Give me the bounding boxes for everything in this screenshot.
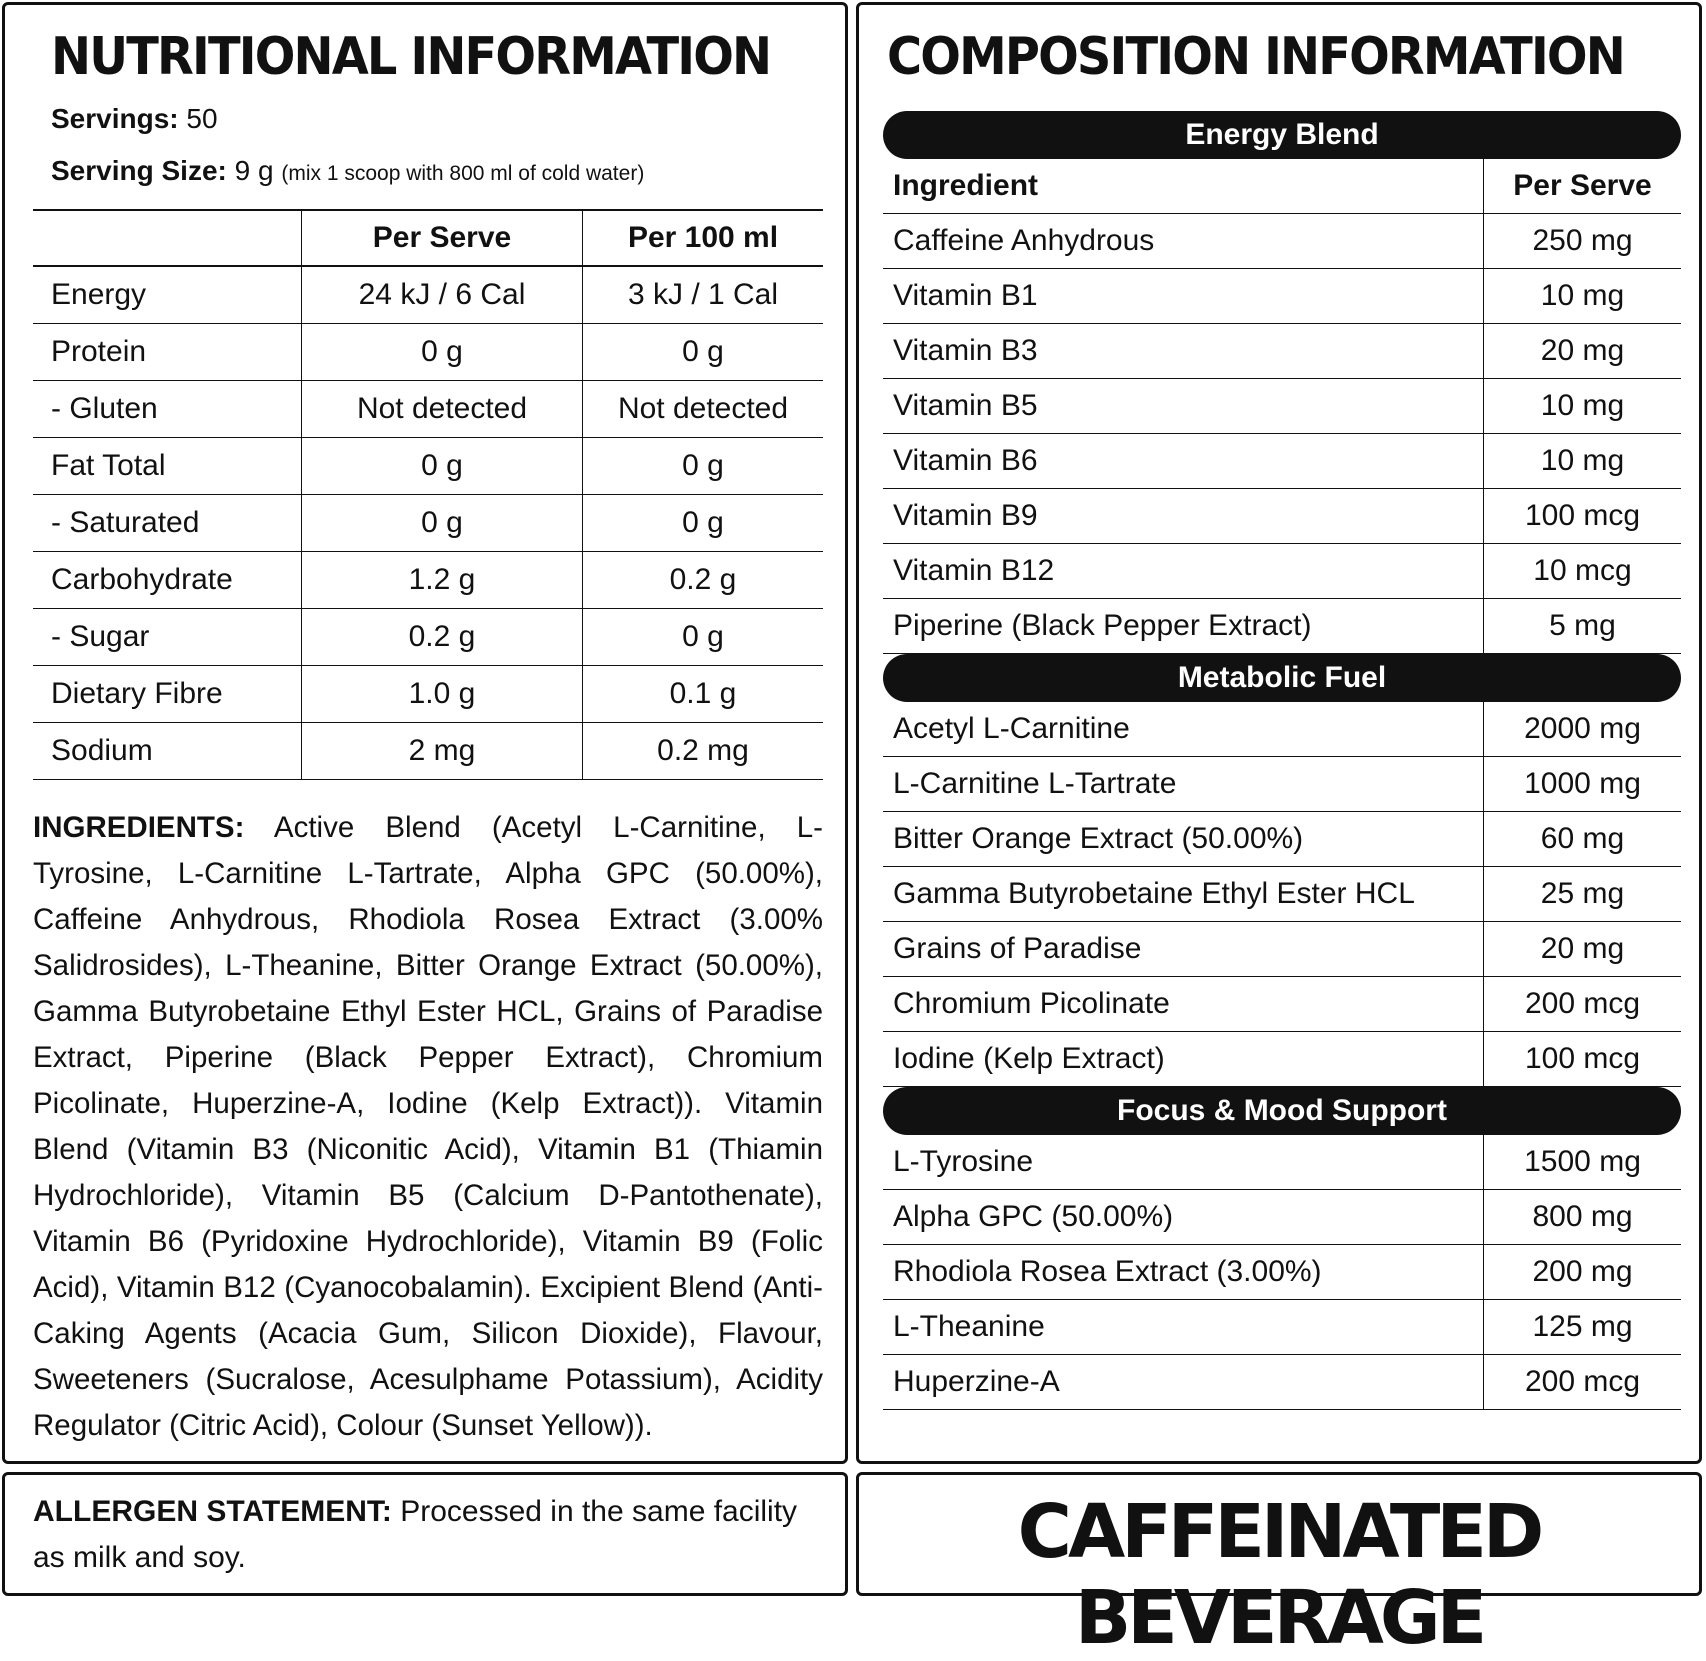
nutrition-table xyxy=(33,209,823,780)
ingredient-name: Rhodiola Rosea Extract (3.00%) xyxy=(883,1245,1484,1300)
blend-header: Metabolic Fuel xyxy=(883,654,1681,702)
ingredient-name: Gamma Butyrobetaine Ethyl Ester HCL xyxy=(883,867,1484,922)
allergen-panel xyxy=(2,1472,848,1596)
composition-row xyxy=(883,599,1681,654)
ingredient-amount: 10 mg xyxy=(1484,269,1682,324)
composition-row xyxy=(883,434,1681,489)
ingredient-amount: 10 mg xyxy=(1484,379,1682,434)
ingredient-name: Huperzine-A xyxy=(883,1355,1484,1410)
per-serve-value: 2 mg xyxy=(302,723,583,780)
composition-row xyxy=(883,269,1681,324)
ingredient-name: Bitter Orange Extract (50.00%) xyxy=(883,812,1484,867)
composition-row xyxy=(883,867,1681,922)
beverage-title: CAFFEINATED BEVERAGE xyxy=(1017,1489,1541,1661)
ingredient-amount: 250 mg xyxy=(1484,214,1682,269)
per-100ml-value: 0.1 g xyxy=(583,666,824,723)
nutrient-name: - Sugar xyxy=(33,609,302,666)
composition-title: COMPOSITION INFORMATION xyxy=(887,27,1624,87)
composition-row xyxy=(883,812,1681,867)
composition-row xyxy=(883,1355,1681,1410)
nutrient-name: - Saturated xyxy=(33,495,302,552)
blend-header: Focus & Mood Support xyxy=(883,1087,1681,1135)
composition-row xyxy=(883,757,1681,812)
blend-table xyxy=(883,1135,1681,1410)
nutrient-name: Dietary Fibre xyxy=(33,666,302,723)
nutrition-row xyxy=(33,552,823,609)
servings-value: 50 xyxy=(186,103,218,134)
nutrition-row xyxy=(33,609,823,666)
composition-row xyxy=(883,977,1681,1032)
per-serve-value: 1.2 g xyxy=(302,552,583,609)
nutrition-row xyxy=(33,438,823,495)
beverage-panel xyxy=(856,1472,1702,1661)
ingredient-name: Vitamin B12 xyxy=(883,544,1484,599)
ingredient-amount: 100 mcg xyxy=(1484,1032,1682,1087)
col-header-per-serve: Per Serve xyxy=(1484,159,1682,214)
ingredient-name: Caffeine Anhydrous xyxy=(883,214,1484,269)
ingredient-amount: 100 mcg xyxy=(1484,489,1682,544)
col-header-per-serve: Per Serve xyxy=(302,210,583,266)
per-serve-value: 0 g xyxy=(302,324,583,381)
ingredients-statement xyxy=(33,805,823,1449)
nutrient-name: Fat Total xyxy=(33,438,302,495)
per-100ml-value: 0.2 mg xyxy=(583,723,824,780)
ingredient-name: Vitamin B3 xyxy=(883,324,1484,379)
servings-line xyxy=(51,103,218,135)
nutrition-header-row xyxy=(33,210,823,266)
per-serve-value: 0 g xyxy=(302,438,583,495)
nutrition-row xyxy=(33,266,823,324)
per-100ml-value: 3 kJ / 1 Cal xyxy=(583,266,824,324)
composition-row xyxy=(883,1032,1681,1087)
composition-table xyxy=(883,111,1681,1410)
serving-size-label: Serving Size: xyxy=(51,155,227,186)
ingredient-amount: 20 mg xyxy=(1484,922,1682,977)
nutrient-name: Protein xyxy=(33,324,302,381)
nutrition-row xyxy=(33,495,823,552)
per-100ml-value: 0 g xyxy=(583,495,824,552)
ingredient-name: Vitamin B6 xyxy=(883,434,1484,489)
composition-panel xyxy=(856,2,1702,1464)
composition-row xyxy=(883,324,1681,379)
per-serve-value: Not detected xyxy=(302,381,583,438)
nutrition-panel xyxy=(2,2,848,1464)
allergen-statement xyxy=(33,1489,823,1581)
composition-row xyxy=(883,1190,1681,1245)
ingredient-name: L-Tyrosine xyxy=(883,1135,1484,1190)
serving-size-note: (mix 1 scoop with 800 ml of cold water) xyxy=(281,162,645,185)
ingredient-amount: 200 mcg xyxy=(1484,1355,1682,1410)
ingredient-name: Acetyl L-Carnitine xyxy=(883,702,1484,757)
composition-row xyxy=(883,214,1681,269)
ingredient-amount: 5 mg xyxy=(1484,599,1682,654)
ingredients-text: Active Blend (Acetyl L-Carnitine, L-Tyrosine, L-Carnitine L-Tartrate, Alpha GPC (50.00%), Caffeine Anhydrous, Rhodiola Rosea Extract (3.00% Salidrosides), L-Theanine, Bitter Orange Extract (50.00%), Gamma Butyrobetaine Ethyl Ester HCL, Grains of Paradise Extract, Piperine (Black Pepper Extract), Chromium Picolinate, Huperzine-A, Iodine (Kelp Extract)). Vitamin Blend (Vitamin B3 (Niconitic Acid), Vitamin B1 (Thiamin Hydrochloride), Vitamin B5 (Calcium D-Pantothenate), Vitamin B6 (Pyridoxine Hydrochloride), Vitamin B9 (Folic Acid), Vitamin B12 (Cyanocobalamin). Excipient Blend (Anti-Caking Agents (Acacia Gum, Silicon Dioxide), Flavour, Sweeteners (Sucralose, Acesulphame Potassium), Acidity Regulator (Citric Acid), Colour (Sunset Yellow)). xyxy=(33,811,823,1442)
composition-row xyxy=(883,1245,1681,1300)
ingredient-amount: 2000 mg xyxy=(1484,702,1682,757)
ingredient-amount: 60 mg xyxy=(1484,812,1682,867)
blend-table xyxy=(883,159,1681,654)
composition-row xyxy=(883,702,1681,757)
per-100ml-value: 0 g xyxy=(583,609,824,666)
composition-row xyxy=(883,1300,1681,1355)
allergen-label: ALLERGEN STATEMENT: xyxy=(33,1495,392,1528)
per-100ml-value: 0 g xyxy=(583,324,824,381)
ingredient-amount: 10 mg xyxy=(1484,434,1682,489)
ingredient-amount: 800 mg xyxy=(1484,1190,1682,1245)
blend-table xyxy=(883,702,1681,1087)
per-100ml-value: Not detected xyxy=(583,381,824,438)
ingredient-amount: 1000 mg xyxy=(1484,757,1682,812)
col-header-nutrient xyxy=(33,210,302,266)
per-serve-value: 1.0 g xyxy=(302,666,583,723)
ingredient-name: Alpha GPC (50.00%) xyxy=(883,1190,1484,1245)
ingredient-name: Iodine (Kelp Extract) xyxy=(883,1032,1484,1087)
nutrition-row xyxy=(33,666,823,723)
nutrition-row xyxy=(33,381,823,438)
ingredient-amount: 20 mg xyxy=(1484,324,1682,379)
nutrient-name: - Gluten xyxy=(33,381,302,438)
per-serve-value: 0.2 g xyxy=(302,609,583,666)
nutrient-name: Carbohydrate xyxy=(33,552,302,609)
per-100ml-value: 0 g xyxy=(583,438,824,495)
ingredient-amount: 1500 mg xyxy=(1484,1135,1682,1190)
nutrition-row xyxy=(33,324,823,381)
composition-row xyxy=(883,544,1681,599)
nutrition-row xyxy=(33,723,823,780)
ingredient-name: Grains of Paradise xyxy=(883,922,1484,977)
nutrient-name: Sodium xyxy=(33,723,302,780)
ingredient-amount: 10 mcg xyxy=(1484,544,1682,599)
ingredients-label: INGREDIENTS: xyxy=(33,811,245,844)
serving-size-value: 9 g xyxy=(234,155,274,186)
col-header-ingredient: Ingredient xyxy=(883,159,1484,214)
ingredient-name: Piperine (Black Pepper Extract) xyxy=(883,599,1484,654)
nutrition-title: NUTRITIONAL INFORMATION xyxy=(51,27,771,87)
ingredient-name: Vitamin B9 xyxy=(883,489,1484,544)
ingredient-name: Vitamin B1 xyxy=(883,269,1484,324)
ingredient-amount: 125 mg xyxy=(1484,1300,1682,1355)
ingredient-amount: 200 mg xyxy=(1484,1245,1682,1300)
ingredient-name: Chromium Picolinate xyxy=(883,977,1484,1032)
ingredient-name: L-Theanine xyxy=(883,1300,1484,1355)
composition-row xyxy=(883,1135,1681,1190)
ingredient-amount: 25 mg xyxy=(1484,867,1682,922)
composition-row xyxy=(883,379,1681,434)
composition-row xyxy=(883,489,1681,544)
allergen-text: Processed in the same facility as milk and soy. xyxy=(33,1495,798,1574)
ingredient-name: L-Carnitine L-Tartrate xyxy=(883,757,1484,812)
per-serve-value: 0 g xyxy=(302,495,583,552)
per-serve-value: 24 kJ / 6 Cal xyxy=(302,266,583,324)
col-header-per-100ml: Per 100 ml xyxy=(583,210,824,266)
servings-label: Servings: xyxy=(51,103,179,134)
ingredient-amount: 200 mcg xyxy=(1484,977,1682,1032)
composition-row xyxy=(883,922,1681,977)
nutrient-name: Energy xyxy=(33,266,302,324)
blend-header: Energy Blend xyxy=(883,111,1681,159)
ingredient-name: Vitamin B5 xyxy=(883,379,1484,434)
serving-size-line xyxy=(51,155,644,187)
composition-header-row xyxy=(883,159,1681,214)
per-100ml-value: 0.2 g xyxy=(583,552,824,609)
